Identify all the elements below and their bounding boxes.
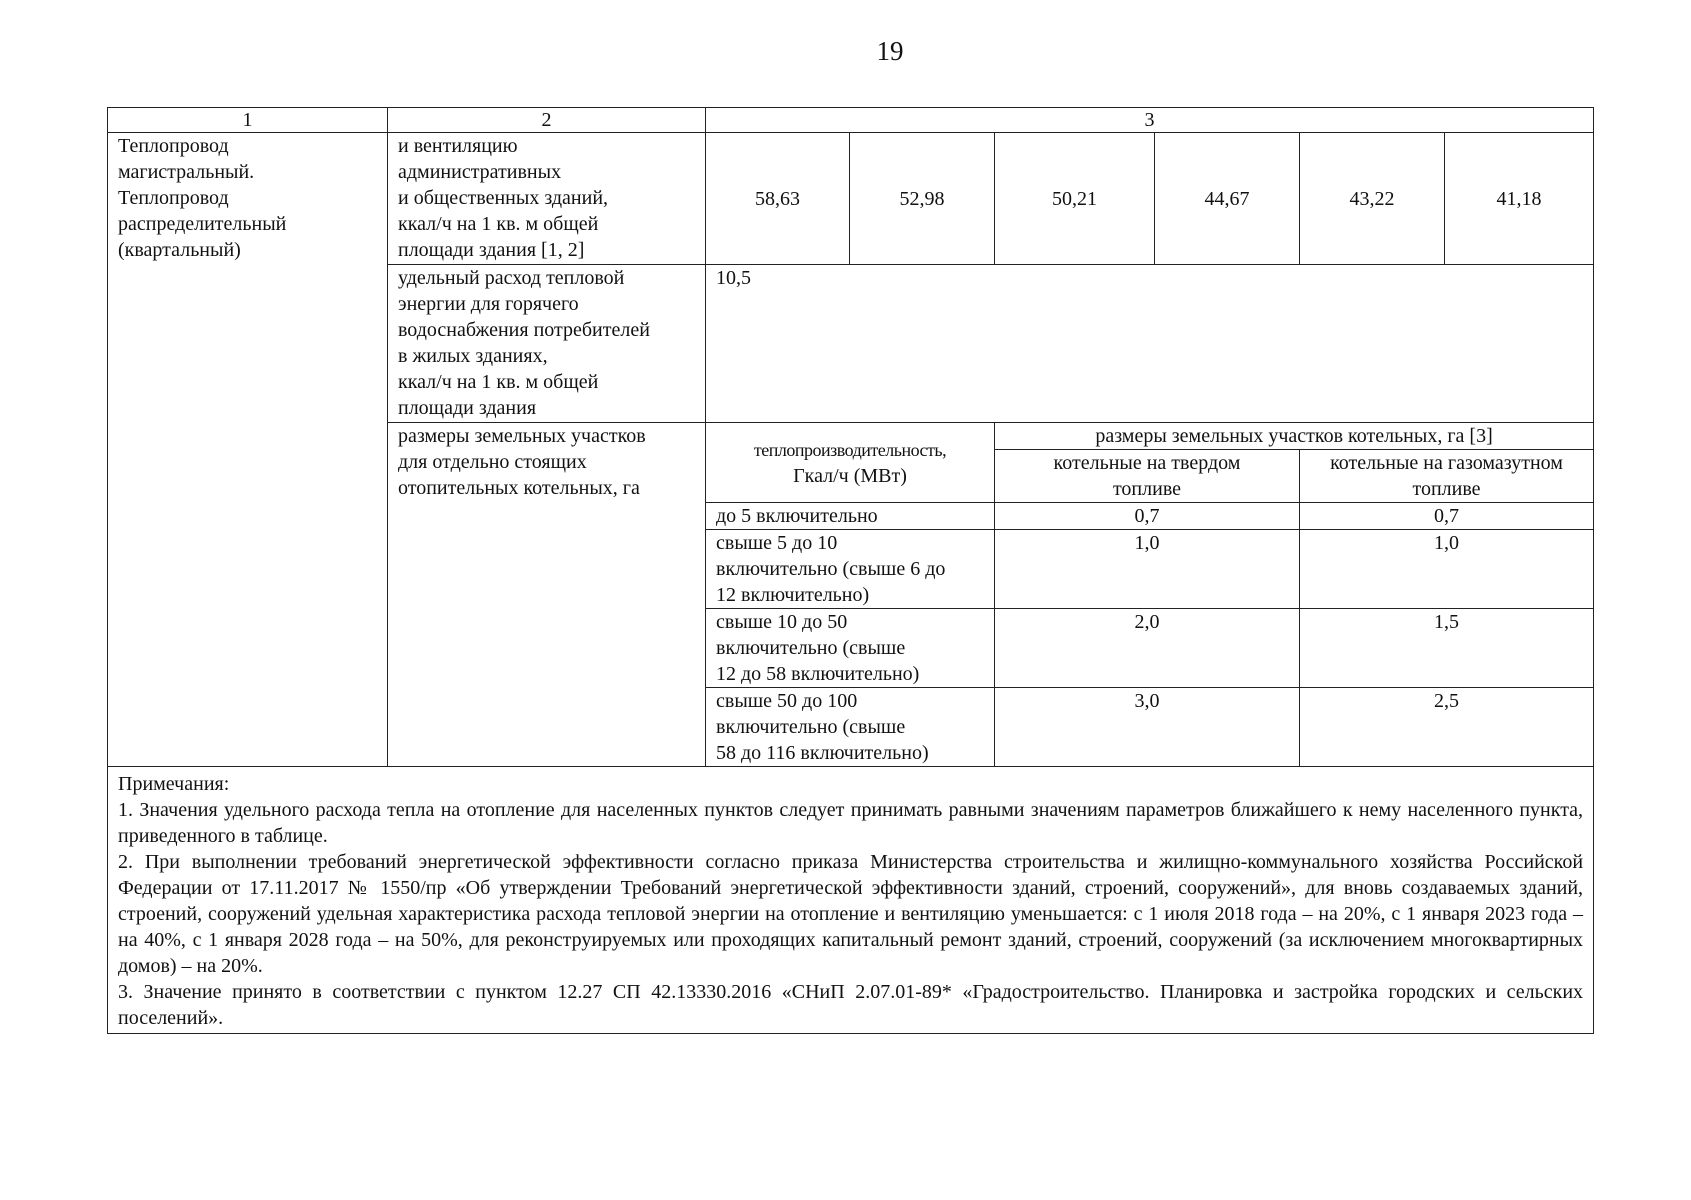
- value-cell: 58,63: [706, 133, 850, 265]
- solid-fuel-value: 1,0: [995, 530, 1300, 609]
- capacity-line: свыше 10 до 50: [716, 611, 848, 633]
- gas-fuel-value: 2,5: [1300, 688, 1594, 767]
- desc-line: площади здания: [398, 397, 537, 419]
- value-cell: 44,67: [1155, 133, 1300, 265]
- land-size-group-header: размеры земельных участков котельных, га [3]: [995, 423, 1594, 450]
- page-number: 19: [876, 36, 904, 66]
- desc-line: отопительных котельных, га: [398, 477, 640, 499]
- heating-desc-cell: [388, 133, 706, 265]
- pipeline-name-line: Теплопровод: [118, 187, 229, 209]
- desc-line: размеры земельных участков: [398, 425, 646, 447]
- desc-line: и общественных зданий,: [398, 187, 609, 209]
- gas-fuel-value: 0,7: [1300, 503, 1594, 530]
- pipeline-name-line: распределительный: [118, 213, 287, 235]
- pipeline-name-cell: [108, 133, 388, 767]
- desc-line: для отдельно стоящих: [398, 451, 587, 473]
- hot-water-desc-cell: [388, 265, 706, 423]
- capacity-line: включительно (свыше: [716, 637, 906, 659]
- capacity-cell: до 5 включительно: [706, 503, 995, 530]
- gas-fuel-line: котельные на газомазутном: [1330, 452, 1563, 474]
- solid-fuel-line: топливе: [1112, 478, 1182, 500]
- desc-line: удельный расход тепловой: [398, 267, 625, 289]
- norms-table: [107, 107, 1594, 1034]
- capacity-unit: Гкал/ч (МВт): [793, 464, 907, 487]
- desc-line: в жилых зданиях,: [398, 345, 548, 367]
- gas-fuel-value: 1,5: [1300, 609, 1594, 688]
- note-item: 1. Значения удельного расхода тепла на отопление для населенных пунктов следует принимать равными значениям параметров ближайшего к нему населенного пункта, приведенного в таблице.: [118, 799, 1584, 847]
- value-cell: 50,21: [995, 133, 1155, 265]
- desc-line: ккал/ч на 1 кв. м общей: [398, 371, 599, 393]
- value-cell: 43,22: [1300, 133, 1445, 265]
- note-item: 2. При выполнении требований энергетической эффективности согласно приказа Министерства строительства и жилищно-коммунального хозяйства Российской Федерации от 17.11.2017 № 1550/пр «Об утверждении Требований энергетической эффективности зданий, строений, сооружений», для вновь создаваемых зданий, строений, сооружений удельная характеристика расхода тепловой энергии на отопление и вентиляцию уменьшается: с 1 июля 2018 года – на 20%, с 1 января 2023 года – на 40%, с 1 января 2028 года – на 50%, для реконструируемых или проходящих капитальный ремонт зданий, строений, сооружений (за исключением многоквартирных домов) – на 20%.: [118, 851, 1584, 977]
- note-item: 3. Значение принято в соответствии с пунктом 12.27 СП 42.13330.2016 «СНиП 2.07.01-89* «Градостроительство. Планировка и застройка городских и сельских поселений».: [118, 981, 1584, 1029]
- header-col-1: 1: [108, 108, 388, 133]
- notes-title: Примечания:: [118, 773, 230, 795]
- capacity-line: 12 включительно): [716, 584, 870, 606]
- capacity-line: включительно (свыше 6 до: [716, 558, 946, 580]
- capacity-line: свыше 50 до 100: [716, 690, 858, 712]
- header-col-3: 3: [706, 108, 1594, 133]
- gas-fuel-value: 1,0: [1300, 530, 1594, 609]
- solid-fuel-value: 2,0: [995, 609, 1300, 688]
- value-cell: 52,98: [850, 133, 995, 265]
- solid-fuel-header: [995, 450, 1300, 503]
- capacity-line: свыше 5 до 10: [716, 532, 838, 554]
- capacity-line: включительно (свыше: [716, 716, 906, 738]
- pipeline-name-line: магистральный.: [118, 161, 255, 183]
- header-col-2: 2: [388, 108, 706, 133]
- notes-cell: [108, 767, 1594, 1034]
- capacity-cell: [706, 688, 995, 767]
- gas-fuel-line: топливе: [1412, 478, 1481, 500]
- pipeline-name-line: (квартальный): [118, 239, 241, 261]
- capacity-cell: [706, 530, 995, 609]
- capacity-header-cell: [706, 423, 995, 503]
- desc-line: площади здания [1, 2]: [398, 239, 585, 261]
- capacity-line: 12 до 58 включительно): [716, 663, 920, 685]
- solid-fuel-line: котельные на твердом: [1053, 452, 1241, 474]
- pipeline-name-line: Теплопровод: [118, 135, 229, 157]
- desc-line: ккал/ч на 1 кв. м общей: [398, 213, 599, 235]
- table-row: [108, 133, 1594, 265]
- value-cell: 41,18: [1445, 133, 1594, 265]
- header-row: [108, 108, 1594, 133]
- land-plot-desc-cell: [388, 423, 706, 767]
- solid-fuel-value: 0,7: [995, 503, 1300, 530]
- capacity-line: 58 до 116 включительно): [716, 742, 929, 764]
- gas-fuel-header: [1300, 450, 1594, 503]
- notes-row: [108, 767, 1594, 1034]
- desc-line: энергии для горячего: [398, 293, 579, 315]
- solid-fuel-value: 3,0: [995, 688, 1300, 767]
- desc-line: водоснабжения потребителей: [398, 319, 650, 341]
- hot-water-value-cell: 10,5: [706, 265, 1594, 423]
- desc-line: административных: [398, 161, 562, 183]
- capacity-label: теплопроизводительность,: [753, 439, 947, 460]
- capacity-cell: [706, 609, 995, 688]
- desc-line: и вентиляцию: [398, 135, 518, 157]
